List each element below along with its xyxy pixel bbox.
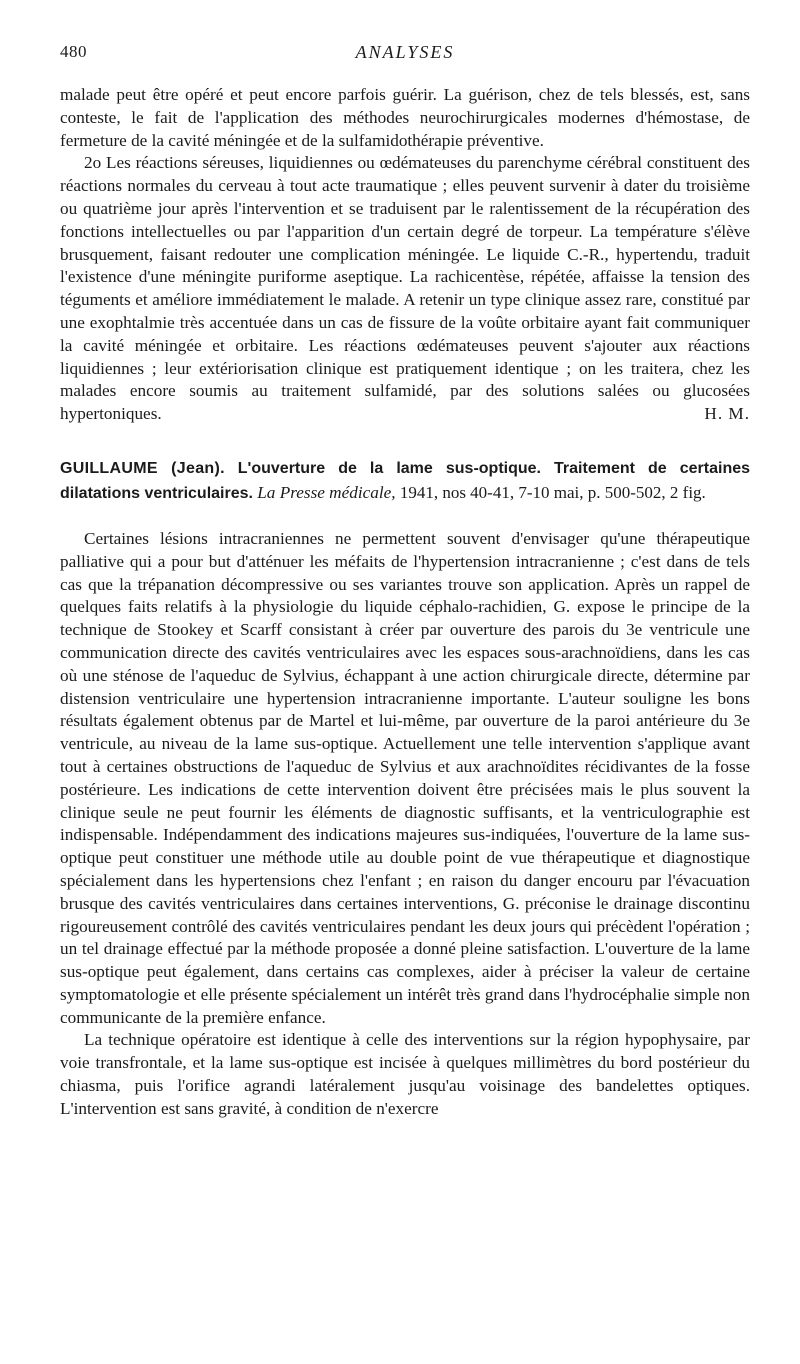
- review-paragraph: 2o Les réactions séreuses, liquidiennes ou œdémateuses du parenchyme cérébral constituent des réactions normales du cerveau à tout acte traumatique ; elles peuvent survenir à dater du troisième ou quatrième jour après l'intervention et se traduisent par le ralentissement de la récupération des fonctions intellectuelles ou par l'apparition d'un certain degré de torpeur. La température s'élève brusquement, faisant redouter une complication méningée. Le liquide C.-R., hypertendu, traduit l'existence d'une méningite puriforme aseptique. La rachicentèse, répétée, affaisse la tension des téguments et améliore immédiatement le malade. A retenir un type clinique assez rare, constitué par une exophtalmie très accentuée dans un cas de fissure de la voûte orbitaire ayant fait communiquer la cavité méningée et orbitaire. Les réactions œdémateuses peuvent s'ajouter aux réactions liquidiennes ; leur extériorisation clinique est pratiquement identique ; on les traitera, chez les malades encore soumis au traitement sulfamidé, par des solutions salées ou glucosées hypertoniques.: [60, 153, 750, 424]
- review-paragraph: malade peut être opéré et peut encore parfois guérir. La guérison, chez de tels blessés, est, sans conteste, le fait de l'application des méthodes neurochirurgicales modernes d'hémostase, de fermeture de la cavité méningée et de la sulfamidothérapie préventive.: [60, 85, 750, 150]
- article-title: L'ouverture de la lame sus-optique. Traitement de certaines dilatations ventriculaires.: [60, 459, 751, 502]
- reviewer-signature: H. M.: [704, 404, 750, 424]
- review-paragraph-with-signature: [60, 152, 750, 426]
- review-paragraph: Certaines lésions intracraniennes ne permettent souvent d'envisager qu'une thérapeutique palliative qui a pour but d'atténuer les méfaits de l'hypertension intracranienne ; c'est dans de tels cas que la trépanation décompressive ou ses variantes trouve son application. Après un rappel de quelques faits relatifs à la physiologie du liquide céphalo-rachidien, G. expose le principe de la technique de Stookey et Scarff consistant à créer par ouverture des parois du 3e ventricule une communication directe des cavités ventriculaires avec les espaces sous-arachnoïdiens, dans les cas où une sténose de l'aqueduc de Sylvius, échappant à une action chirurgicale directe, détermine par distension ventriculaire une hypertension intracranienne importante. L'auteur souligne les bons résultats également obtenus par de Martel et lui-même, par ouverture de la paroi antérieure du 3e ventricule, au niveau de la lame sus-optique. Actuellement une telle intervention s'applique avant tout à certaines obstructions de l'aqueduc de Sylvius et aux arachnoïdites récidivantes de la fosse postérieure. Les indications de cette intervention doivent être précisées mais le plus souvent la clinique seule ne peut fournir les éléments de diagnostic suffisants, et la ventriculographie est indispensable. Indépendamment des indications majeures sus-indiquées, l'ouverture de la lame sus-optique peut constituer une méthode utile au double point de vue thérapeutique et diagnostique spécialement dans les hypertensions chez l'enfant ; en raison du danger encouru par l'évacuation brusque des cavités ventriculaires dans certaines interventions, G. préconise le drainage discontinu rigoureusement contrôlé des cavités ventriculaires pendant les deux jours qui précèdent l'opération ; un tel drainage effectué par la méthode proposée a donné pleine satisfaction. L'ouverture de la lame sus-optique peut également, dans certains cas complexes, aider à préciser la valeur de certaine symptomatologie et elle présente spécialement un intérêt très grand dans l'hydrocéphalie simple non communicante de la première enfance.: [60, 528, 750, 1027]
- reference-line: [60, 456, 750, 506]
- journal-name: La Presse médicale,: [257, 482, 396, 502]
- article-review-body: [60, 528, 750, 1121]
- review-paragraph: La technique opératoire est identique à celle des interventions sur la région hypophysaire, par voie transfrontale, et la lame sus-optique est incisée à quelques millimètres du bord postérieur du chiasma, puis l'orifice agrandi latéralement jusqu'au voisinage des bandelettes optiques. L'intervention est sans gravité, à condition de n'exercre: [60, 1030, 750, 1118]
- running-title: ANALYSES: [355, 42, 455, 62]
- review-continuation: [60, 84, 750, 426]
- article-author: GUILLAUME (Jean).: [60, 459, 225, 477]
- page-content: [60, 84, 750, 1121]
- page-header: [60, 42, 750, 72]
- article-reference: [60, 456, 750, 506]
- citation-details: 1941, nos 40-41, 7-10 mai, p. 500-502, 2 fig.: [399, 482, 706, 502]
- page-number: 480: [60, 42, 87, 61]
